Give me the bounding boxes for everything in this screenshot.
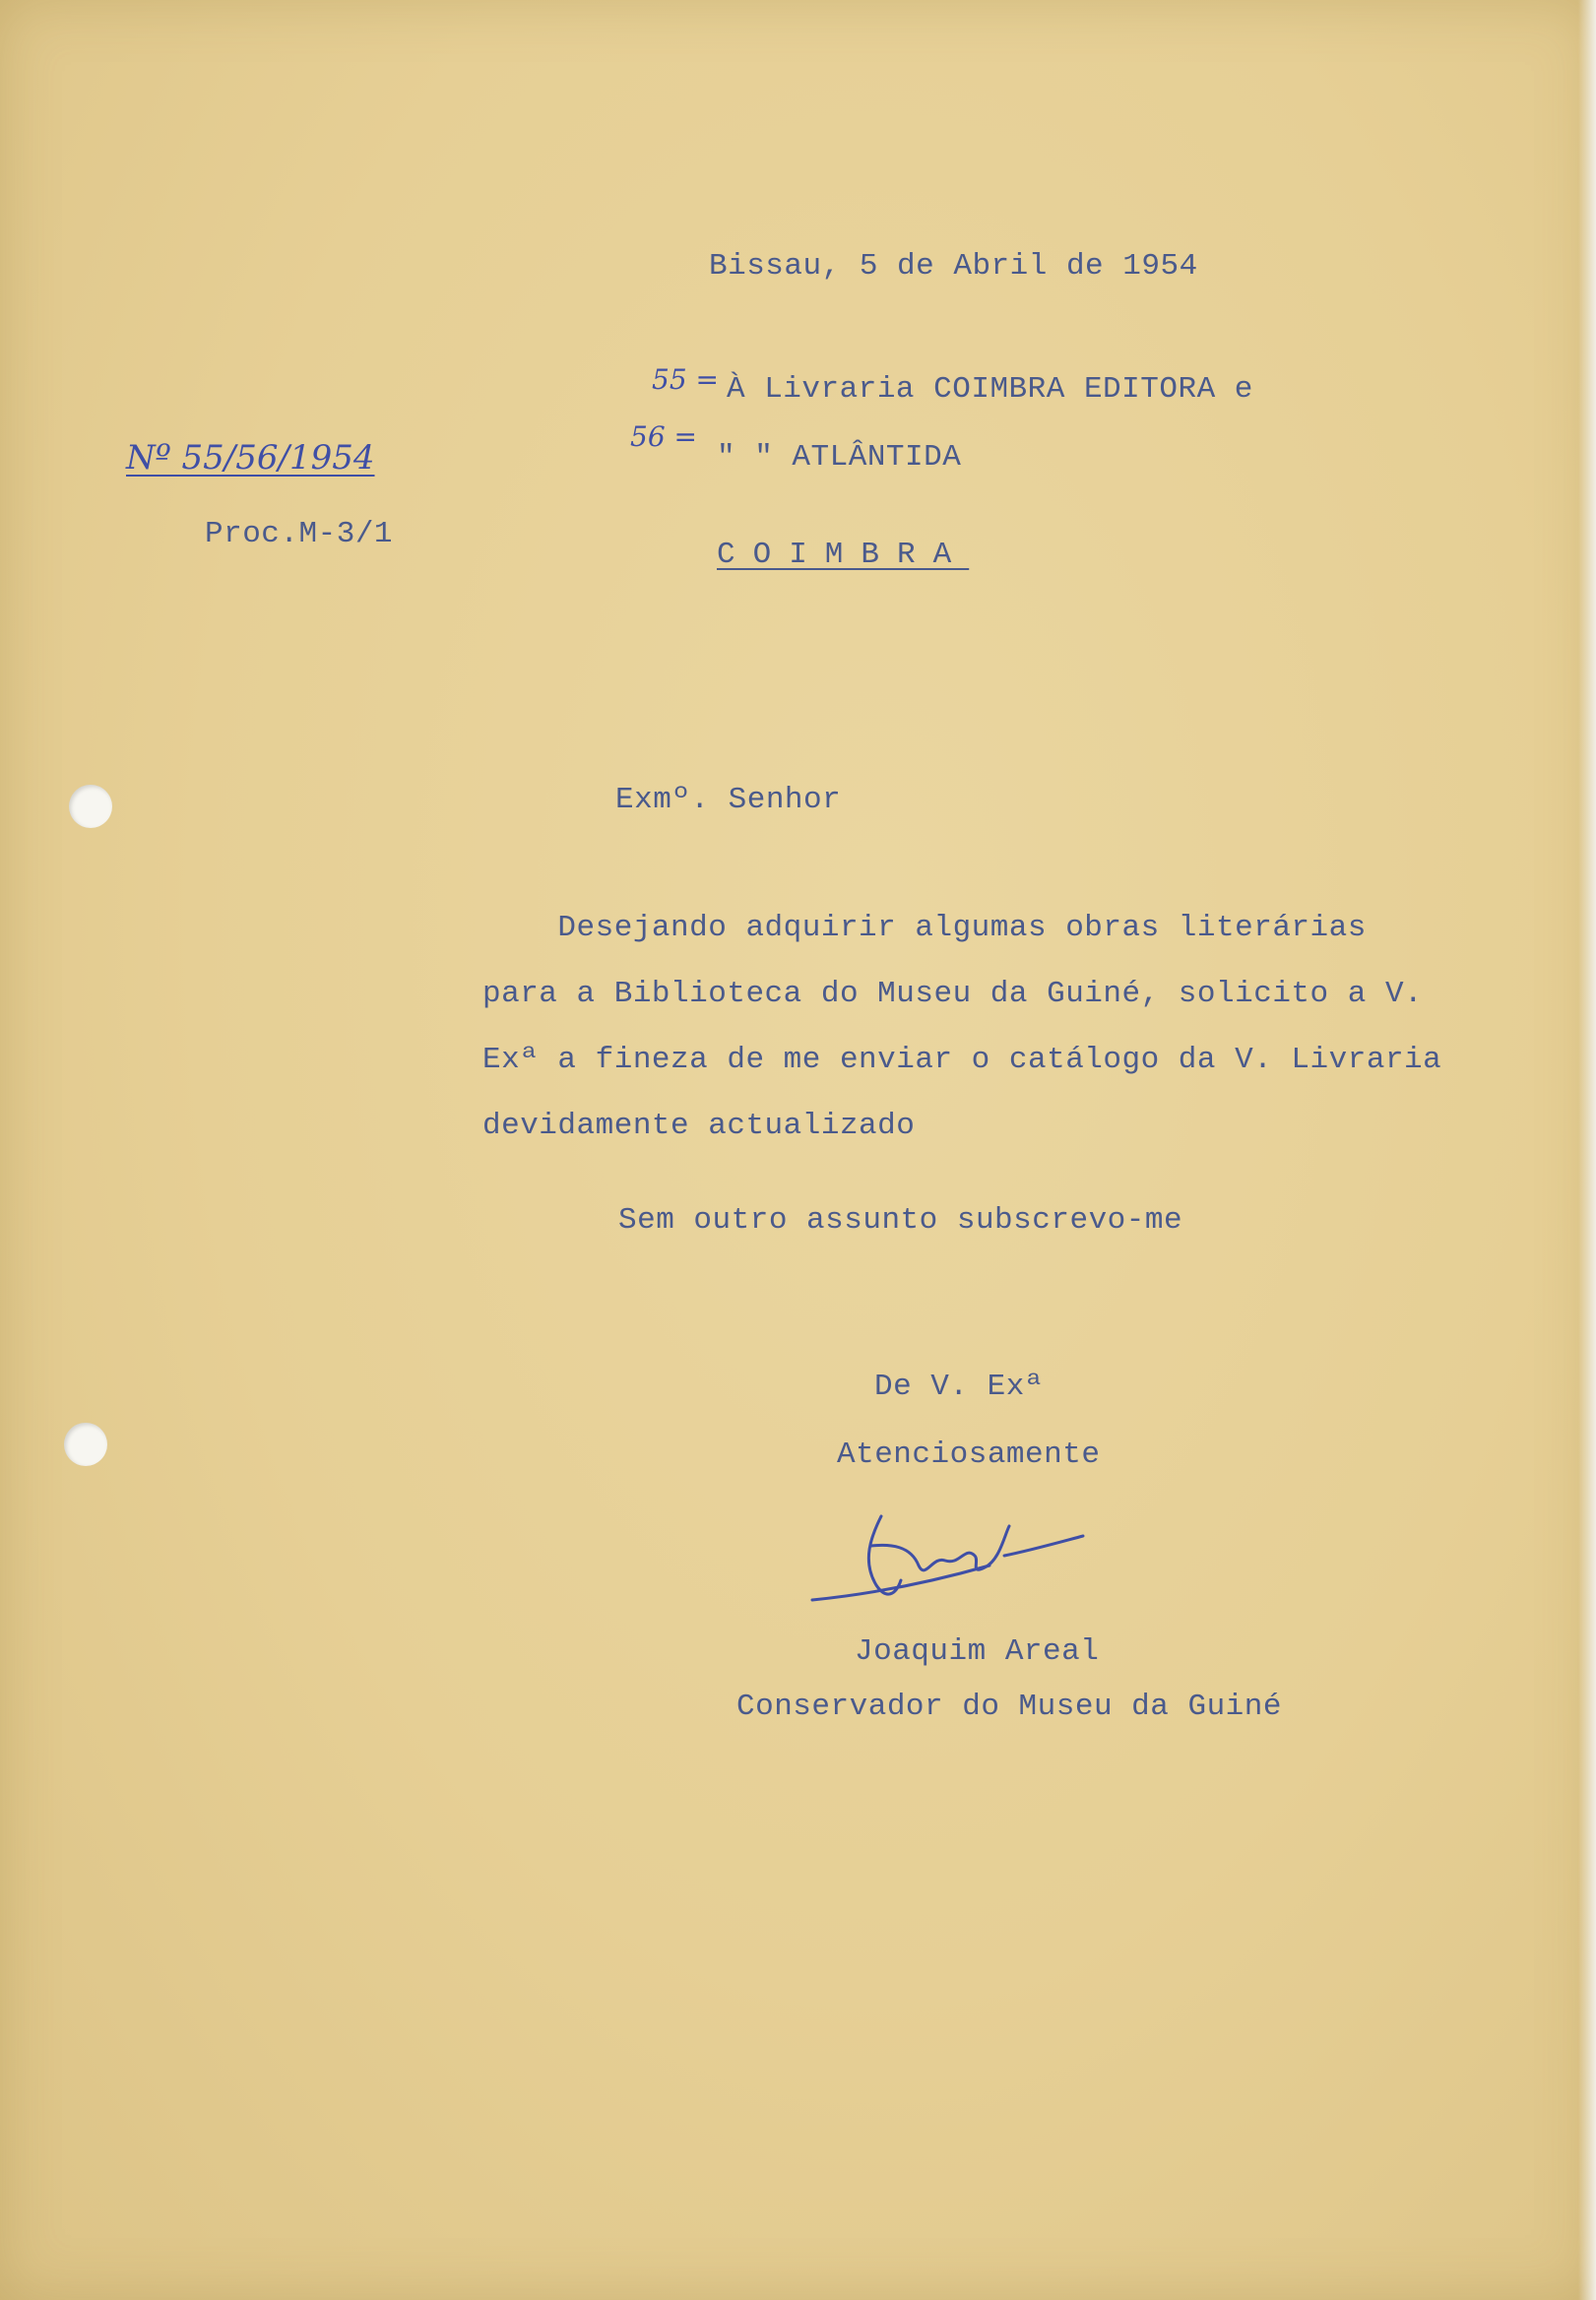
paragraph-line-3: Exª a fineza de me enviar o catálogo da V. Livraria [482, 1043, 1442, 1077]
punch-hole-bottom [64, 1423, 107, 1466]
signatory-name: Joaquim Areal [855, 1634, 1100, 1669]
paragraph-line-2: para a Biblioteca do Museu da Guiné, solicito a V. [482, 977, 1424, 1011]
punch-hole-top [69, 785, 112, 828]
paragraph-line-4: devidamente actualizado [482, 1109, 916, 1143]
signatory-title: Conservador do Museu da Guiné [736, 1690, 1282, 1724]
place-date: Bissau, 5 de Abril de 1954 [709, 249, 1198, 284]
reference-number: Nº 55/56/1954 [126, 438, 375, 478]
process-reference: Proc.M-3/1 [205, 517, 394, 551]
signature [802, 1506, 1098, 1615]
recipient-line-1: À Livraria COIMBRA EDITORA e [727, 372, 1253, 407]
recipient-2-number: 56 = [630, 420, 697, 453]
recipient-1-number: 55 = [652, 363, 719, 396]
recipient-city: COIMBRA [717, 538, 970, 572]
recipient-line-2: " " ATLÂNTIDA [717, 440, 962, 475]
closing-sentence: Sem outro assunto subscrevo-me [618, 1203, 1183, 1238]
salutation: Exmº. Senhor [615, 783, 842, 817]
paragraph-line-1: Desejando adquirir algumas obras literárias [482, 911, 1367, 945]
regards: Atenciosamente [837, 1438, 1101, 1472]
regards-to: De V. Exª [874, 1370, 1044, 1404]
